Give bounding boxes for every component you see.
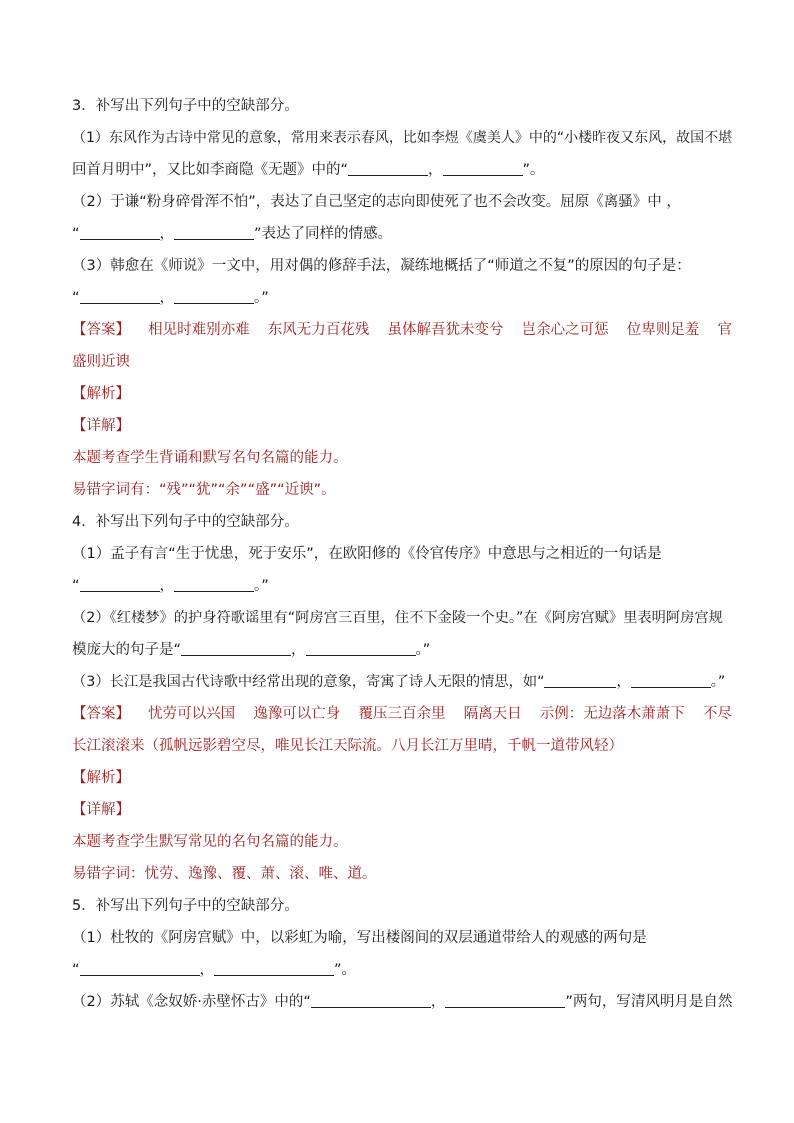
q4-title: 4．补写出下列句子中的空缺部分。	[72, 514, 299, 530]
q3-answer-line2: 盛则近谀	[72, 354, 130, 370]
answer-blank	[174, 289, 254, 304]
answer-label: 【答案】	[72, 706, 130, 722]
answer-item: 隔离天日	[463, 706, 522, 722]
q4-answer-line1	[72, 704, 732, 736]
q4-detail-label: 【详解】	[72, 802, 130, 818]
q4-answer-line2: 长江滚滚来（孤帆远影碧空尽，唯见长江天际流。八月长江万里晴，千帆一道带风轻）	[72, 738, 623, 754]
answer-label: 【答案】	[72, 322, 130, 338]
answer-item: 岂余心之可惩	[521, 322, 609, 338]
answer-item: 位卑则足羞	[626, 322, 700, 338]
q4-analysis-label: 【解析】	[72, 770, 130, 786]
q4-part1-line2: “ ， 。”	[72, 578, 269, 594]
answer-blank	[311, 993, 431, 1008]
q5-part1-line2: “ ， ”。	[72, 962, 357, 978]
q3-part1-line2: 回首月明中”，又比如李商隐《无题》中的“ ， ”。	[72, 162, 545, 178]
q4-part2-line1: （2）《红楼梦》的护身符歌谣里有“阿房宫三百里，住不下金陵一个史。”在《阿房宫赋》里表明阿房宫规	[72, 610, 723, 626]
q3-detail-label: 【详解】	[72, 418, 130, 434]
q3-analysis-label: 【解析】	[72, 386, 130, 402]
answer-blank	[631, 673, 711, 688]
q4-part3-line1: （3）长江是我国古代诗歌中经常出现的意象，寄寓了诗人无限的情思，如“ ， 。”	[72, 674, 726, 690]
q5-part1-line1: （1）杜牧的《阿房宫赋》中，以彩虹为喻，写出楼阁间的双层通道带给人的观感的两句是	[72, 930, 647, 946]
q4-error-words: 易错字词：忧劳、逸豫、覆、萧、滚、唯、道。	[72, 866, 377, 882]
answer-blank	[80, 225, 160, 240]
q3-part3-line1: （3）韩愈在《师说》一文中，用对偶的修辞手法，凝练地概括了“师道之不复”的原因的句子是：	[72, 258, 691, 274]
answer-item: 虽体解吾犹未变兮	[387, 322, 504, 338]
answer-blank	[80, 577, 160, 592]
answer-blank	[214, 961, 334, 976]
q4-detail-text: 本题考查学生默写常见的名句名篇的能力。	[72, 834, 348, 850]
q3-part2-line2: “ ， ”表达了同样的情感。	[72, 226, 393, 242]
q5-part2-line1: （2）苏轼《念奴娇·赤壁怀古》中的“ ， ”两句，写清风明月是自然	[72, 994, 733, 1010]
answer-blank	[348, 161, 428, 176]
answer-item: 逸豫可以亡身	[253, 706, 341, 722]
answer-item: 忧劳可以兴国	[148, 706, 236, 722]
q4-part2-line2: 模庞大的句子是“ ， 。”	[72, 642, 431, 658]
q4-part1-line1: （1）孟子有言“生于忧患，死于安乐”，在欧阳修的《伶官传序》中意思与之相近的一句话是	[72, 546, 662, 562]
answer-blank	[544, 673, 616, 688]
answer-blank	[181, 641, 291, 656]
q3-answer-line1	[72, 320, 732, 352]
answer-item: 相见时难别亦难	[148, 322, 250, 338]
answer-item: 示例：无边落木萧萧下	[539, 706, 685, 722]
answer-blank	[80, 289, 160, 304]
answer-blank	[445, 993, 565, 1008]
document-page	[72, 96, 732, 1024]
answer-blank	[174, 225, 254, 240]
answer-blank	[80, 961, 200, 976]
answer-item: 不尽	[702, 706, 732, 722]
q3-title: 3．补写出下列句子中的空缺部分。	[72, 98, 299, 114]
answer-item: 覆压三百余里	[358, 706, 446, 722]
q3-part3-line2: “ ， 。”	[72, 290, 269, 306]
q3-part1-line1: （1）东风作为古诗中常见的意象，常用来表示春风，比如李煜《虞美人》中的“小楼昨夜又东风，故国不堪	[72, 130, 733, 146]
answer-blank	[174, 577, 254, 592]
q3-error-words: 易错字词有：“残”“犹”“余”“盛”“近谀”。	[72, 482, 336, 498]
answer-item: 东风无力百花残	[267, 322, 370, 338]
q5-title: 5．补写出下列句子中的空缺部分。	[72, 898, 299, 914]
q3-detail-text: 本题考查学生背诵和默写名句名篇的能力。	[72, 450, 348, 466]
answer-item: 官	[717, 322, 732, 338]
q3-part2-line1: （2）于谦“粉身碎骨浑不怕”，表达了自己坚定的志向即使死了也不会改变。屈原《离骚》中 ，	[72, 194, 681, 210]
answer-blank	[443, 161, 523, 176]
answer-blank	[306, 641, 416, 656]
